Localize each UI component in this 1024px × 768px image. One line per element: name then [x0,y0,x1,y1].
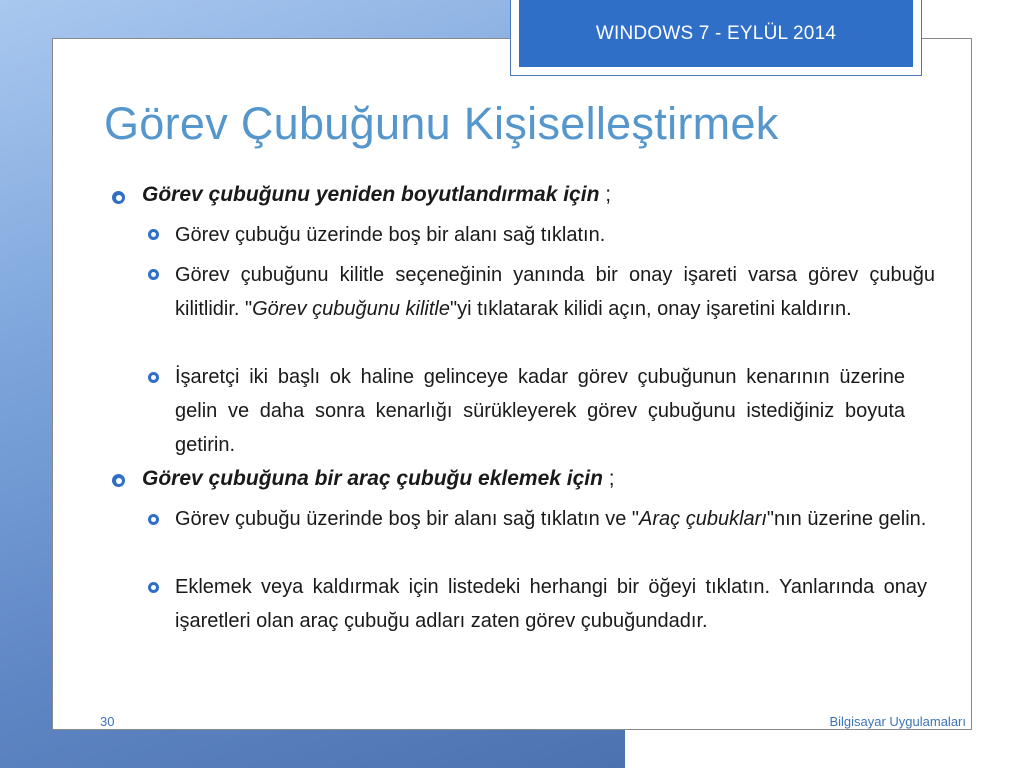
list-item-text: Görev çubuğu üzerinde boş bir alanı sağ tıklatın ve " [175,508,640,530]
page-number: 30 [100,714,115,729]
bullet-icon [148,514,159,525]
footer-course: Bilgisayar Uygulamaları [829,714,966,729]
bullet-icon [112,191,125,204]
section-heading-text: Görev çubuğuna bir araç çubuğu eklemek için [142,467,603,490]
bullet-icon [148,372,159,383]
bullet-icon [148,229,159,240]
section-heading-suffix: ; [602,467,615,490]
list-item [175,258,935,326]
bullet-icon [148,269,159,280]
list-item-text: "nın üzerine gelin. [766,508,927,530]
list-item-text: "yi tıklatarak kilidi açın, onay işaretini kaldırın. [450,298,852,320]
section-heading-suffix: ; [599,183,612,206]
section-heading-2 [142,462,942,496]
section-heading-1 [142,178,942,212]
slide-title: Görev Çubuğunu Kişiselleştirmek [104,98,779,149]
list-item: İşaretçi iki başlı ok haline gelinceye kadar görev çubuğunun kenarının üzerine gelin ve daha sonra kenarlığı sürükleyerek görev çubuğunu istediğiniz boyuta getirin. [175,366,905,456]
list-item-italic: Araç çubukları [639,508,767,530]
list-item-italic: Görev çubuğunu kilitle [252,298,450,320]
header-badge-text: WINDOWS 7 - EYLÜL 2014 [595,22,837,44]
list-item: Görev çubuğu üzerinde boş bir alanı sağ tıklatın. [175,224,606,246]
section-heading-text: Görev çubuğunu yeniden boyutlandırmak için [142,183,600,206]
list-item [175,502,927,536]
bullet-icon [148,582,159,593]
list-item: Eklemek veya kaldırmak için listedeki herhangi bir öğeyi tıklatın. Yanlarında onay işaretleri olan araç çubuğu adları zaten görev çubuğundadır. [175,576,927,632]
list-item-text: Görev çubuğunu kilitle seçeneğinin yanında bir onay işareti varsa görev çubuğu kilitlidir. " [175,264,935,320]
bullet-icon [112,474,125,487]
